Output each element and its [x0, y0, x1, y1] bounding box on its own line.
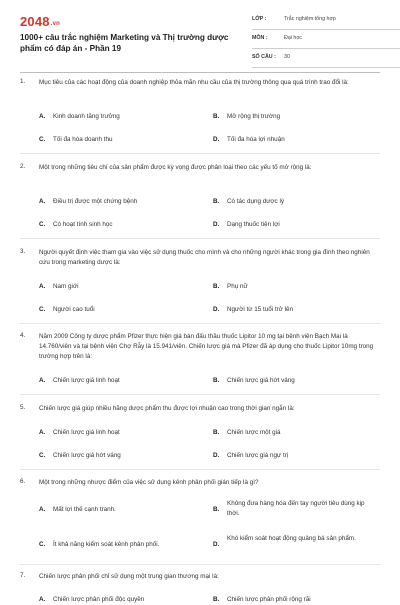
- option-text: Không đưa hàng hóa đến tay người tiêu dùng kịp thời.: [227, 500, 365, 517]
- option-letter: D.: [213, 541, 220, 548]
- meta-class-value: Trắc nghiệm tổng hợp: [284, 16, 336, 22]
- option-text: Mở rộng thị trường: [227, 113, 281, 120]
- option-letter: A.: [39, 198, 46, 205]
- option-text: Dạng thuốc tiện lợi: [227, 221, 280, 228]
- meta-subject-label: MÔN :: [252, 35, 268, 41]
- question-number: 5.: [20, 404, 26, 411]
- option-text: Chiến lược giá hớt váng: [53, 452, 121, 459]
- option-letter: A.: [39, 283, 46, 290]
- option-text: Có tác dụng dược lý: [227, 198, 284, 205]
- question-number: 1.: [20, 78, 26, 85]
- option-text: Người từ 15 tuổi trở lên: [227, 306, 294, 313]
- meta-count-value: 30: [284, 54, 290, 60]
- option-text: Chiến lược giá linh hoạt: [53, 429, 120, 436]
- option-text: Chiến lược giá ngự trị: [227, 452, 289, 459]
- document-meta: [252, 14, 400, 71]
- question-divider: [20, 153, 380, 154]
- option-text: Ít khả năng kiểm soát kênh phân phối.: [53, 541, 160, 548]
- option-letter: A.: [39, 429, 46, 436]
- option-letter: B.: [213, 506, 220, 513]
- option-letter: A.: [39, 506, 46, 513]
- question-number: 3.: [20, 248, 26, 255]
- document-header: [20, 14, 380, 66]
- option-letter: A.: [39, 113, 46, 120]
- option-text: Điều trị được một chứng bệnh: [53, 198, 138, 205]
- option-text: Tối đa hóa lợi nhuận: [227, 136, 285, 143]
- question-divider: [20, 238, 380, 239]
- option-letter: C.: [39, 306, 46, 313]
- question-text: Năm 2009 Công ty dược phẩm Pfizer thực hiện giá bán đấu thầu thuốc Lipitor 10 mg tại bệnh viện Bạch Mai là 14.760/viên và tại bệnh viện Chợ Rẫy là 15.941/viên. Chiến lược giá mà Pfizer đã áp dụng cho thuốc Lipitor 10mg trong trường hợp trên là:: [39, 333, 374, 360]
- option-letter: C.: [39, 452, 46, 459]
- option-text: Khó kiểm soát hoạt động quảng bá sản phẩm.: [227, 535, 356, 542]
- option-letter: C.: [39, 136, 46, 143]
- question-text: Người quyết định việc tham gia vào việc sử dụng thuốc cho mình và cho những người khác trong gia đình theo nghiên cứu trong marketing dược là:: [39, 249, 370, 266]
- question-text: Chiến lược giá giúp nhiều hãng dược phẩm thu được lợi nhuận cao trong thời gian ngắn là:: [39, 405, 295, 412]
- option-letter: B.: [213, 198, 220, 205]
- option-letter: B.: [213, 429, 220, 436]
- question-divider: [20, 469, 380, 470]
- option-text: Có hoạt tính sinh học: [53, 221, 113, 228]
- option-letter: B.: [213, 113, 220, 120]
- site-logo[interactable]: 2048.vn: [20, 14, 61, 29]
- option-text: Người cao tuổi: [53, 306, 95, 313]
- option-letter: D.: [213, 221, 220, 228]
- question-text: Mục tiêu của các hoạt động của doanh nghiệp thỏa mãn nhu cầu của thị trường thông qua quá trình trao đổi là:: [39, 79, 349, 86]
- option-text: Chiến lược giá linh hoạt: [53, 377, 120, 384]
- meta-count-label: SỐ CÂU :: [252, 54, 276, 60]
- meta-class-label: LỚP :: [252, 16, 267, 22]
- question-text: Chiến lược phân phối chỉ sử dụng một trung gian thương mại là:: [39, 573, 219, 580]
- option-letter: C.: [39, 221, 46, 228]
- option-text: Chiến lược phân phối độc quyền: [53, 596, 145, 603]
- question-number: 2.: [20, 163, 26, 170]
- meta-subject-value: Đại học: [284, 35, 302, 41]
- option-letter: B.: [213, 596, 220, 603]
- question-divider: [20, 323, 380, 324]
- option-letter: D.: [213, 306, 220, 313]
- option-text: Tối đa hóa doanh thu: [53, 136, 113, 143]
- option-letter: D.: [213, 452, 220, 459]
- option-text: Chiến lược phân phối rộng rãi: [227, 596, 311, 603]
- option-letter: B.: [213, 377, 220, 384]
- question-divider: [20, 394, 380, 395]
- question-number: 6.: [20, 478, 26, 485]
- option-text: Kinh doanh tăng trưởng: [53, 113, 120, 120]
- question-divider: [20, 564, 380, 565]
- meta-count-row: [252, 52, 400, 68]
- option-letter: D.: [213, 136, 220, 143]
- option-text: Phụ nữ: [227, 283, 248, 290]
- header-divider: [20, 72, 380, 73]
- question-number: 4.: [20, 332, 26, 339]
- option-letter: A.: [39, 596, 46, 603]
- option-letter: A.: [39, 377, 46, 384]
- meta-class-row: [252, 14, 400, 30]
- option-text: Mất lợi thế cạnh tranh.: [53, 506, 116, 513]
- document-title: 1000+ câu trắc nghiệm Marketing và Thị trường dược phẩm có đáp án - Phần 19: [20, 33, 229, 53]
- option-letter: C.: [39, 541, 46, 548]
- question-number: 7.: [20, 572, 26, 579]
- option-text: Chiến lược một giá: [227, 429, 281, 436]
- option-text: Chiến lược giá hớt váng: [227, 377, 295, 384]
- meta-subject-row: [252, 33, 400, 49]
- question-text: Một trong những tiêu chí của sản phẩm được kỳ vọng được phân loại theo các yếu tố mở rộng là:: [39, 164, 312, 171]
- option-text: Nam giới: [53, 283, 79, 290]
- question-text: Một trong những nhược điểm của việc sử dụng kênh phân phối gián tiếp là gì?: [39, 479, 259, 486]
- option-letter: B.: [213, 283, 220, 290]
